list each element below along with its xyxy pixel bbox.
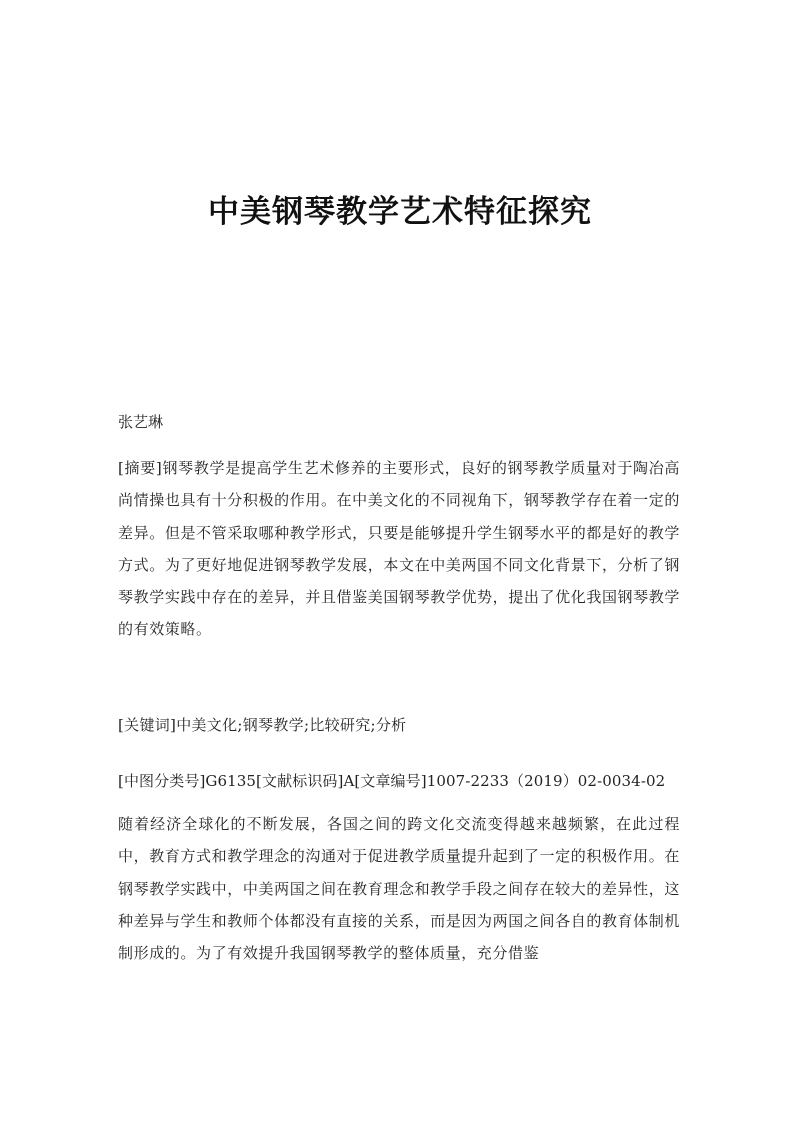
author-name: 张艺琳 xyxy=(118,413,164,431)
classification-line: [中图分类号]G6135[文献标识码]A[文章编号]1007-2233（2019）02-0034-02 xyxy=(118,772,666,790)
abstract-paragraph: [摘要]钢琴教学是提高学生艺术修养的主要形式，良好的钢琴教学质量对于陶冶高尚情操也具有十分积极的作用。在中美文化的不同视角下，钢琴教学存在着一定的差异。但是不管采取哪种教学形式，只要是能够提升学生钢琴水平的都是好的教学方式。为了更好地促进钢琴教学发展，本文在中美两国不同文化背景下，分析了钢琴教学实践中存在的差异，并且借鉴美国钢琴教学优势，提出了优化我国钢琴教学的有效策略。 xyxy=(118,459,680,639)
intro-paragraph: 随着经济全球化的不断发展，各国之间的跨文化交流变得越来越频繁，在此过程中，教育方式和教学理念的沟通对于促进教学质量提升起到了一定的积极作用。在钢琴教学实践中，中美两国之间在教育理念和教学手段之间存在较大的差异性，这种差异与学生和教师个体都没有直接的关系，而是因为两国之间各自的教育体制机制形成的。为了有效提升我国钢琴教学的整体质量，充分借鉴 xyxy=(118,815,680,963)
keywords-line: [关键词]中美文化;钢琴教学;比较研究;分析 xyxy=(118,716,407,734)
paper-title: 中美钢琴教学艺术特征探究 xyxy=(208,194,592,230)
